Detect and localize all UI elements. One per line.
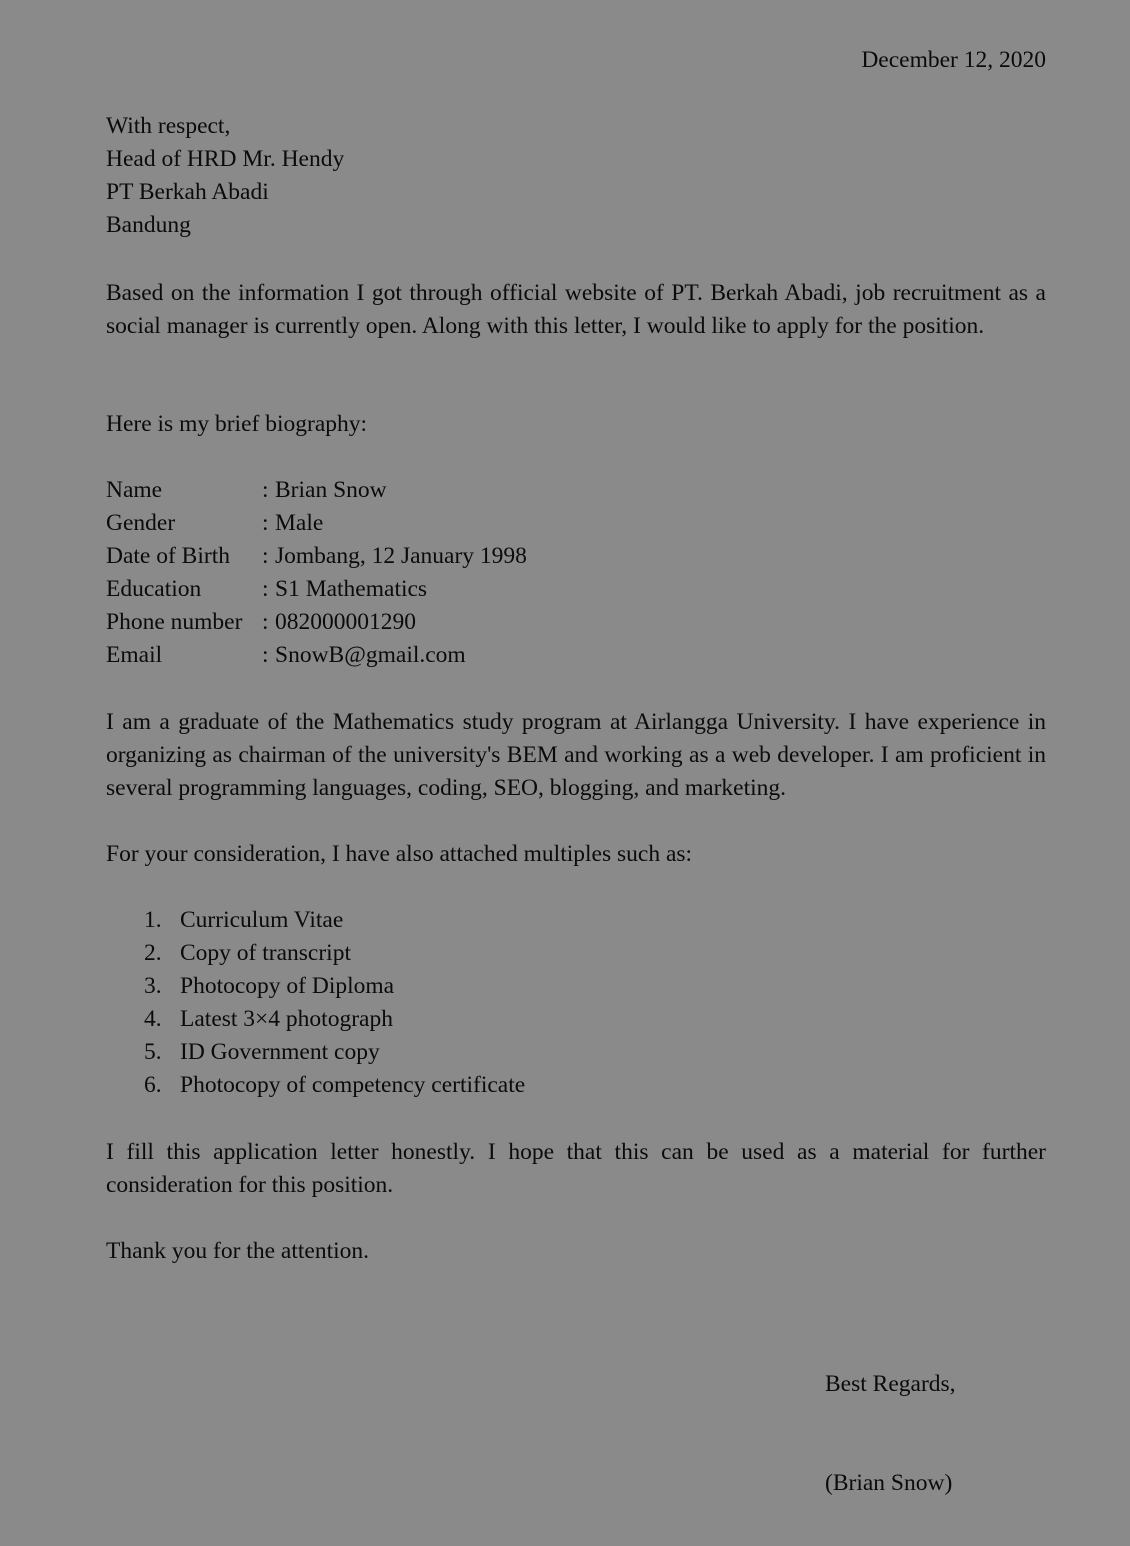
biography-table bbox=[106, 474, 527, 672]
bio-value: S1 Mathematics bbox=[275, 576, 428, 602]
bio-separator: : bbox=[262, 576, 269, 602]
bio-row-name bbox=[106, 474, 527, 507]
bio-row-date-of-birth bbox=[106, 540, 527, 573]
bio-label: Education bbox=[106, 576, 202, 602]
attachment-number: 4. bbox=[144, 1006, 162, 1032]
attachment-number: 2. bbox=[144, 940, 162, 966]
attachment-text: Curriculum Vitae bbox=[180, 907, 344, 933]
signature-name: (Brian Snow) bbox=[825, 1470, 953, 1496]
attachment-number: 5. bbox=[144, 1039, 162, 1065]
bio-label: Phone number bbox=[106, 609, 243, 635]
bio-separator: : bbox=[262, 477, 269, 503]
bio-label: Name bbox=[106, 477, 163, 503]
bio-value: Jombang, 12 January 1998 bbox=[275, 543, 527, 569]
thanks-line: Thank you for the attention. bbox=[106, 1238, 369, 1264]
recipient-name: Head of HRD Mr. Hendy bbox=[106, 146, 345, 172]
attachment-item bbox=[106, 904, 525, 937]
attachment-text: Copy of transcript bbox=[180, 940, 351, 966]
closing-regards: Best Regards, bbox=[825, 1371, 956, 1397]
bio-separator: : bbox=[262, 543, 269, 569]
recipient-city: Bandung bbox=[106, 212, 191, 238]
attachments-list bbox=[106, 904, 525, 1102]
salutation: With respect, bbox=[106, 113, 231, 139]
bio-row-phone-number bbox=[106, 606, 527, 639]
attachment-text: Photocopy of competency certificate bbox=[180, 1072, 526, 1098]
experience-paragraph: I am a graduate of the Mathematics study program at Airlangga University. I have experience in organizing as chairman of the university's BEM and working as a web developer. I am proficient in several programming languages, coding, SEO, blogging, and marketing. bbox=[106, 709, 1046, 801]
attachment-text: Photocopy of Diploma bbox=[180, 973, 395, 999]
letter-date: December 12, 2020 bbox=[861, 47, 1046, 73]
attachment-item bbox=[106, 1036, 525, 1069]
bio-value: Brian Snow bbox=[275, 477, 387, 503]
attachment-item bbox=[106, 937, 525, 970]
bio-value: SnowB@gmail.com bbox=[275, 642, 466, 668]
attachment-number: 3. bbox=[144, 973, 162, 999]
bio-label: Email bbox=[106, 642, 163, 668]
bio-row-education bbox=[106, 573, 527, 606]
attachment-number: 1. bbox=[144, 907, 162, 933]
bio-value: Male bbox=[275, 510, 324, 536]
attachment-item bbox=[106, 1003, 525, 1036]
bio-separator: : bbox=[262, 642, 269, 668]
bio-label: Gender bbox=[106, 510, 176, 536]
attachment-number: 6. bbox=[144, 1072, 162, 1098]
recipient-block bbox=[106, 110, 344, 242]
attachment-item bbox=[106, 970, 525, 1003]
bio-separator: : bbox=[262, 609, 269, 635]
bio-label: Date of Birth bbox=[106, 543, 230, 569]
intro-paragraph: Based on the information I got through official website of PT. Berkah Abadi, job recruitment as a social manager is currently open. Along with this letter, I would like to apply for the position. bbox=[106, 280, 1046, 339]
bio-heading: Here is my brief biography: bbox=[106, 411, 368, 437]
attachment-text: Latest 3×4 photograph bbox=[180, 1006, 393, 1032]
attachment-text: ID Government copy bbox=[180, 1039, 380, 1065]
bio-row-email bbox=[106, 639, 527, 672]
recipient-company: PT Berkah Abadi bbox=[106, 179, 269, 205]
attachment-item bbox=[106, 1069, 525, 1102]
attachments-heading: For your consideration, I have also attached multiples such as: bbox=[106, 841, 693, 867]
bio-value: 082000001290 bbox=[275, 609, 416, 635]
statement-paragraph: I fill this application letter honestly. I hope that this can be used as a material for further consideration for this position. bbox=[106, 1139, 1046, 1198]
bio-separator: : bbox=[262, 510, 269, 536]
bio-row-gender bbox=[106, 507, 527, 540]
